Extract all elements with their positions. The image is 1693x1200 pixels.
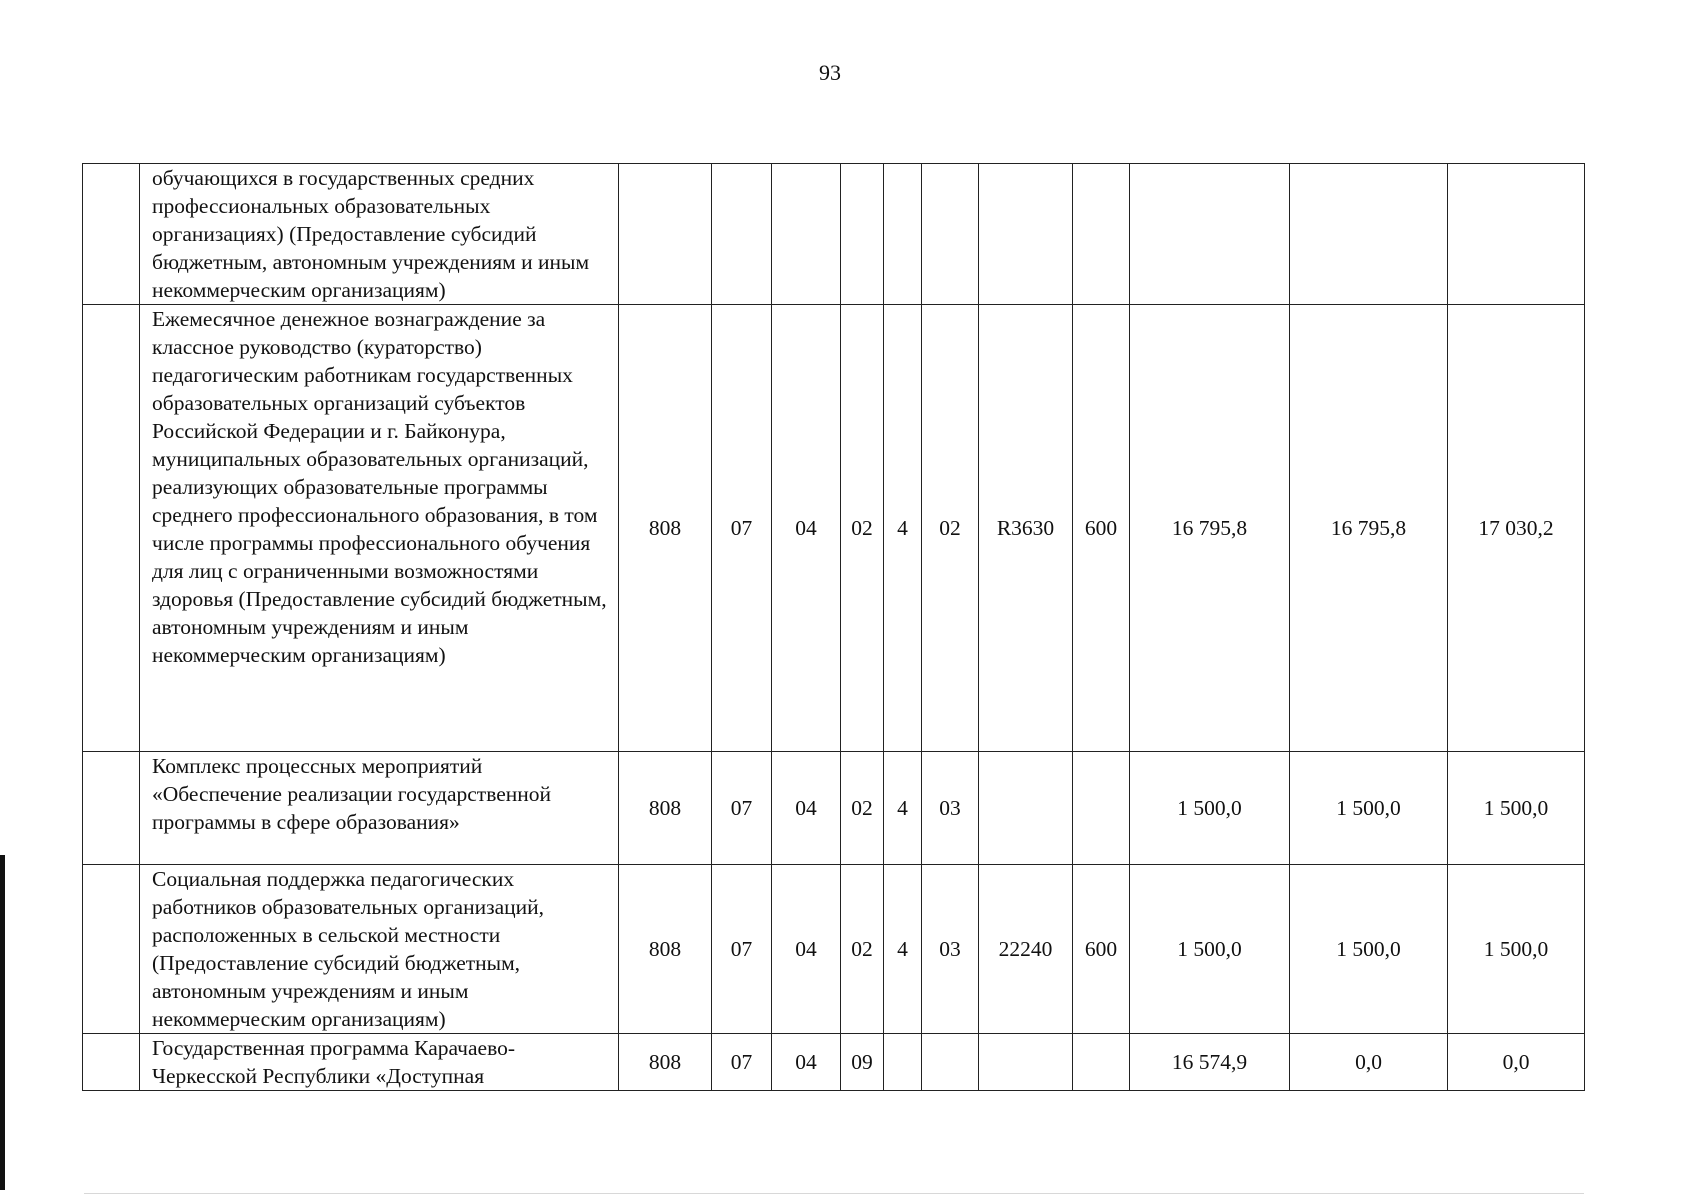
subprogram-code: 4 — [884, 305, 922, 752]
row-description: Государственная программа Карачаево-Черкесской Республики «Доступная — [140, 1034, 619, 1091]
row-number-cell — [83, 865, 140, 1034]
row-number-cell — [83, 1034, 140, 1091]
subprogram-code: 4 — [884, 865, 922, 1034]
measure-code — [922, 1034, 979, 1091]
direction-code — [979, 164, 1073, 305]
measure-code: 02 — [922, 305, 979, 752]
amount-year-3: 1 500,0 — [1448, 752, 1585, 865]
ministry-code: 808 — [619, 752, 712, 865]
row-description: Социальная поддержка педагогических работников образовательных организаций, расположенных в сельской местности (Предоставление субсидий бюджетным, автономным учреждениям и иным некоммерческим организациям) — [140, 865, 619, 1034]
ministry-code: 808 — [619, 865, 712, 1034]
budget-table — [82, 163, 1585, 1091]
direction-code — [979, 1034, 1073, 1091]
program-code: 09 — [841, 1034, 884, 1091]
expense-type-code — [1073, 752, 1130, 865]
subsection-code: 04 — [772, 1034, 841, 1091]
subsection-code: 04 — [772, 305, 841, 752]
amount-year-1: 1 500,0 — [1130, 752, 1290, 865]
section-code: 07 — [712, 1034, 772, 1091]
subprogram-code: 4 — [884, 752, 922, 865]
scan-edge-mark — [0, 855, 5, 1190]
amount-year-2: 16 795,8 — [1290, 305, 1448, 752]
amount-year-2: 1 500,0 — [1290, 752, 1448, 865]
row-number-cell — [83, 752, 140, 865]
expense-type-code — [1073, 164, 1130, 305]
measure-code — [922, 164, 979, 305]
program-code: 02 — [841, 865, 884, 1034]
program-code: 02 — [841, 752, 884, 865]
amount-year-1: 1 500,0 — [1130, 865, 1290, 1034]
row-number-cell — [83, 164, 140, 305]
ministry-code — [619, 164, 712, 305]
row-description: обучающихся в государственных средних профессиональных образовательных организациях) (Предоставление субсидий бюджетным, автономным учреждениям и иным некоммерческим организациям) — [140, 164, 619, 305]
expense-type-code: 600 — [1073, 865, 1130, 1034]
subprogram-code — [884, 1034, 922, 1091]
scan-artifact-line — [84, 1193, 1584, 1194]
amount-year-3: 17 030,2 — [1448, 305, 1585, 752]
row-number-cell — [83, 305, 140, 752]
table-row — [83, 164, 1585, 305]
ministry-code: 808 — [619, 1034, 712, 1091]
amount-year-2 — [1290, 164, 1448, 305]
subprogram-code — [884, 164, 922, 305]
subsection-code: 04 — [772, 865, 841, 1034]
expense-type-code: 600 — [1073, 305, 1130, 752]
row-description: Комплекс процессных мероприятий «Обеспечение реализации государственной программы в сфере образования» — [140, 752, 619, 865]
amount-year-3: 1 500,0 — [1448, 865, 1585, 1034]
amount-year-2: 0,0 — [1290, 1034, 1448, 1091]
direction-code: R3630 — [979, 305, 1073, 752]
amount-year-1: 16 795,8 — [1130, 305, 1290, 752]
measure-code: 03 — [922, 865, 979, 1034]
measure-code: 03 — [922, 752, 979, 865]
row-description: Ежемесячное денежное вознаграждение за классное руководство (кураторство) педагогическим работникам государственных образовательных организаций субъектов Российской Федерации и г. Байконура, муниципальных образовательных организаций, реализующих образовательные программы среднего профессионального образования, в том числе программы профессионального обучения для лиц с ограниченными возможностями здоровья (Предоставление субсидий бюджетным, автономным учреждениям и иным некоммерческим организациям) — [140, 305, 619, 752]
table-row — [83, 305, 1585, 752]
subsection-code: 04 — [772, 752, 841, 865]
section-code — [712, 164, 772, 305]
section-code: 07 — [712, 305, 772, 752]
amount-year-3: 0,0 — [1448, 1034, 1585, 1091]
amount-year-2: 1 500,0 — [1290, 865, 1448, 1034]
direction-code — [979, 752, 1073, 865]
table-row — [83, 752, 1585, 865]
table-row — [83, 1034, 1585, 1091]
expense-type-code — [1073, 1034, 1130, 1091]
program-code — [841, 164, 884, 305]
amount-year-3 — [1448, 164, 1585, 305]
amount-year-1: 16 574,9 — [1130, 1034, 1290, 1091]
section-code: 07 — [712, 865, 772, 1034]
amount-year-1 — [1130, 164, 1290, 305]
direction-code: 22240 — [979, 865, 1073, 1034]
subsection-code — [772, 164, 841, 305]
section-code: 07 — [712, 752, 772, 865]
page-number: 93 — [819, 60, 841, 85]
ministry-code: 808 — [619, 305, 712, 752]
program-code: 02 — [841, 305, 884, 752]
table-row — [83, 865, 1585, 1034]
